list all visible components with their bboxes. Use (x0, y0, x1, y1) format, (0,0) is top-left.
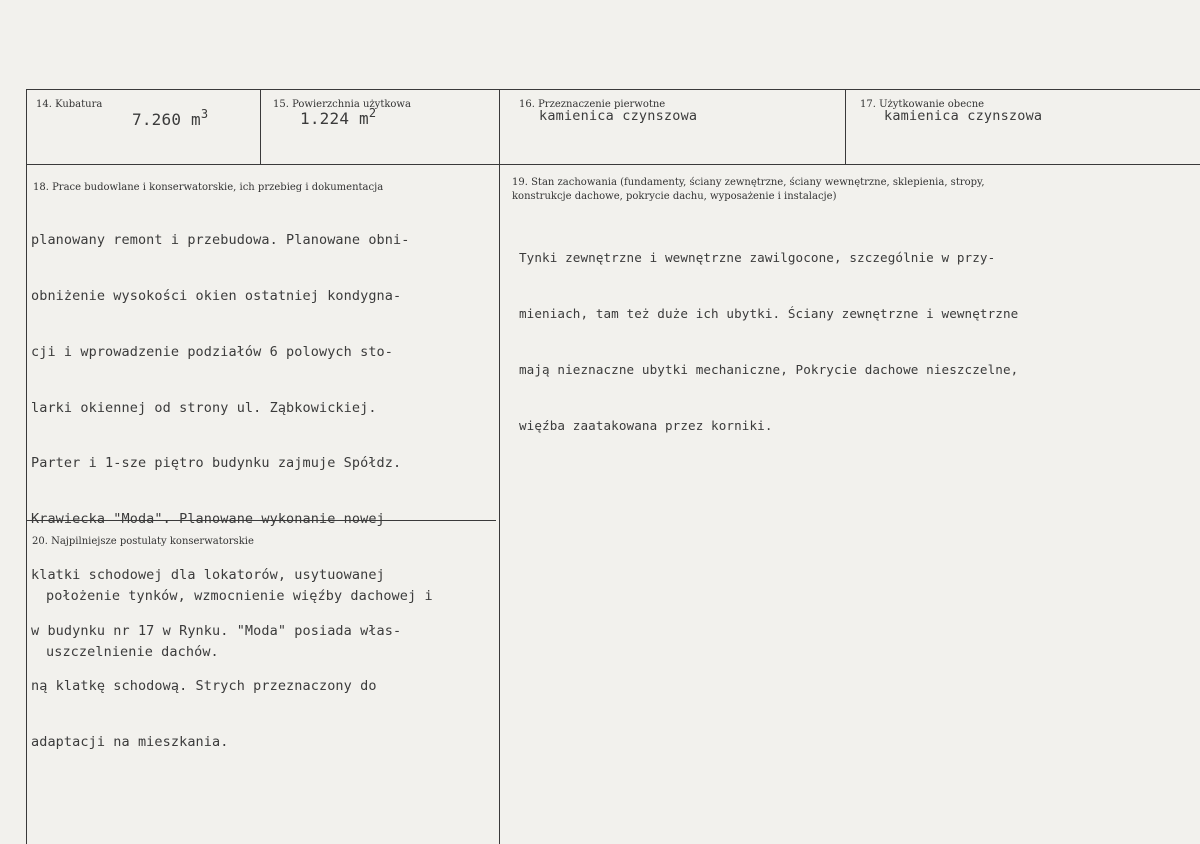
field-19-line: mają nieznaczne ubytki mechaniczne, Pokrycie dachowe nieszczelne, (519, 361, 1019, 377)
field-18-line: klatki schodowej dla lokatorów, usytuowanej (31, 566, 385, 583)
field-19-text (519, 212, 1018, 472)
col-divider-16-17 (845, 89, 846, 164)
field-16-value: kamienica czynszowa (539, 108, 698, 124)
field-15-value (300, 106, 377, 128)
field-18-line: obniżenie wysokości okien ostatniej kondygna- (31, 287, 402, 304)
field-14-unit-sup: 3 (200, 107, 209, 121)
field-18-line: adaptacji na mieszkania. (31, 734, 229, 751)
field-18-line: ną klatkę schodową. Strych przeznaczony do (31, 678, 377, 695)
field-18-label: 18. Prace budowlane i konserwatorskie, ich przebieg i dokumentacja (33, 182, 384, 193)
field-16-label: 16. Przeznaczenie pierwotne (519, 99, 666, 110)
field-17-label: 17. Użytkowanie obecne (860, 99, 985, 110)
field-18-line: w budynku nr 17 w Rynku. "Moda" posiada włas- (31, 622, 402, 639)
field-18-line: Parter i 1-sze piętro budynku zajmuje Spółdz. (31, 455, 402, 472)
field-19-label: 19. Stan zachowania (fundamenty, ściany zewnętrzne, ściany wewnętrzne, sklepienia, stropy, (512, 177, 985, 188)
field-18-text (31, 194, 409, 789)
field-19-line: więźba zaatakowana przez korniki. (519, 417, 773, 433)
field-19-line: Tynki zewnętrzne i wewnętrzne zawilgocone, szczególnie w przy- (519, 250, 996, 266)
row-divider (26, 164, 1200, 165)
left-border (26, 89, 27, 844)
field-14-value (132, 107, 209, 129)
field-20-line: uszczelnienie dachów. (46, 643, 219, 660)
field-20-text (46, 550, 433, 699)
field-19-label-cont: konstrukcje dachowe, pokrycie dachu, wyposażenie i instalacje) (512, 191, 837, 202)
field-18-line: larki okiennej od strony ul. Ząbkowickiej. (31, 399, 377, 416)
top-rule (26, 89, 1200, 90)
col-divider-14-15 (260, 89, 261, 164)
col-divider-main (499, 89, 500, 844)
field-15-value-text: 1.224 m (300, 109, 369, 128)
field-14-label: 14. Kubatura (36, 99, 103, 110)
field-20-line: położenie tynków, wzmocnienie więźby dachowej i (46, 588, 433, 605)
field-19-line: mieniach, tam też duże ich ubytki. Ściany zewnętrzne i wewnętrzne (519, 305, 1019, 321)
field-17-value: kamienica czynszowa (884, 108, 1043, 124)
field-18-line: Krawiecka "Moda". Planowane wykonanie nowej (31, 511, 385, 528)
field-14-value-text: 7.260 m (132, 110, 201, 129)
field-15-label: 15. Powierzchnia użytkowa (273, 99, 411, 110)
field-18-line: planowany remont i przebudowa. Planowane obni- (31, 232, 410, 249)
field-15-unit-sup: 2 (368, 106, 377, 120)
field-18-line: cji i wprowadzenie podziałów 6 polowych sto- (31, 343, 394, 360)
field-20-label: 20. Najpilniejsze postulaty konserwatorskie (32, 536, 254, 547)
